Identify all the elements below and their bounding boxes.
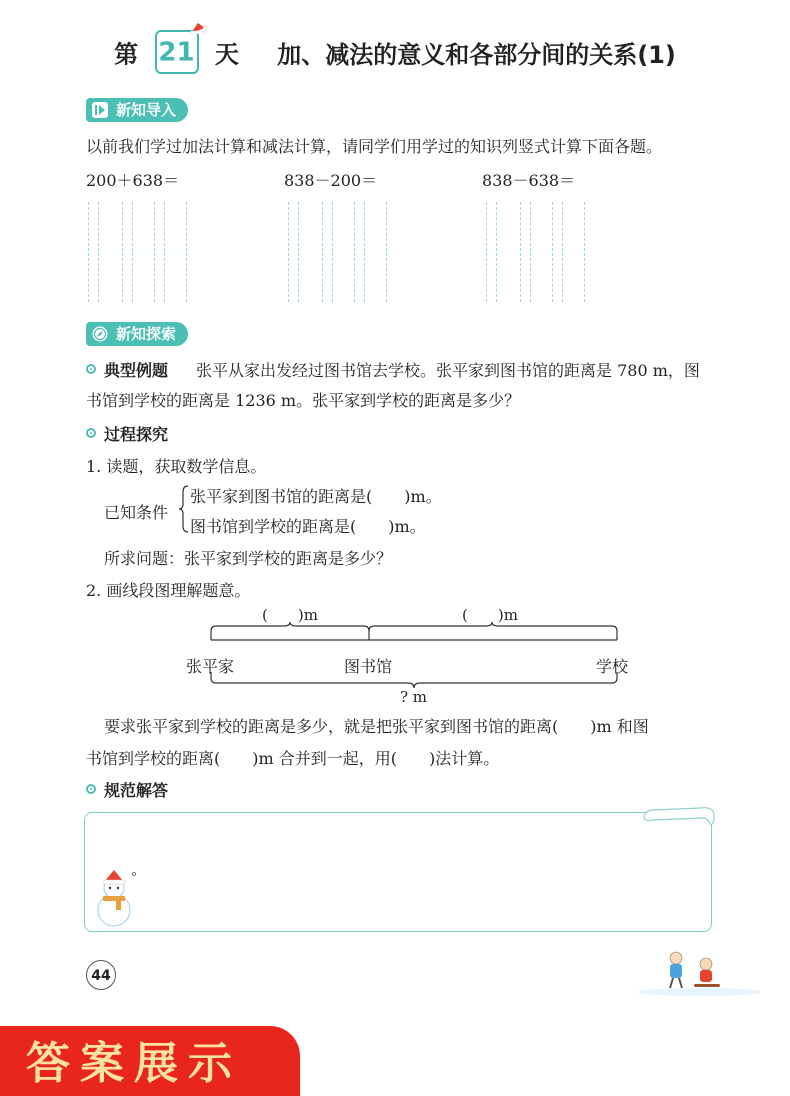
example-label: 典型例题 <box>104 361 169 380</box>
explore-tag-label: 新知探索 <box>116 325 177 343</box>
calc-grid-3 <box>486 202 596 302</box>
bullet-icon <box>86 428 96 438</box>
example-line-2: 书馆到学校的距离是 1236 m。张平家到学校的距离是多少？ <box>86 391 521 410</box>
conclusion-line-1: 要求张平家到学校的距离是多少，就是把张平家到图书馆的距离( )m 和图 <box>104 717 649 736</box>
answer-box[interactable] <box>84 812 712 932</box>
kids-sledding-icon <box>630 948 760 998</box>
process-label: 过程探究 <box>104 425 169 444</box>
segment-2-label: ( )m <box>462 606 518 624</box>
problem-1: 200＋638＝ <box>86 171 180 190</box>
explore-tag <box>86 322 188 346</box>
step-2: 2. 画线段图理解题意。 <box>86 581 251 600</box>
intro-tag-label: 新知导入 <box>116 101 177 119</box>
bullet-icon <box>86 364 96 374</box>
title-text: 加、减法的意义和各部分间的关系(1) <box>277 40 676 69</box>
answer-display-banner: 答案展示 <box>0 1026 300 1096</box>
answer-label: 规范解答 <box>104 781 169 800</box>
problem-3: 838－638＝ <box>482 171 576 190</box>
calc-grid-2 <box>288 202 398 302</box>
question: 所求问题：张平家到学校的距离是多少？ <box>104 549 393 568</box>
play-icon <box>92 102 108 118</box>
point-library: 图书馆 <box>344 657 393 676</box>
title-prefix: 第 <box>114 40 139 69</box>
total-label: ? m <box>400 688 428 706</box>
segment-diagram <box>180 600 630 710</box>
point-home: 张平家 <box>186 657 235 676</box>
brace-icon <box>178 484 190 534</box>
conclusion-line-2: 书馆到学校的距离( )m 合并到一起，用( )法计算。 <box>86 749 500 768</box>
day-badge <box>155 30 199 74</box>
bullet-icon <box>86 784 96 794</box>
intro-instruction: 以前我们学过加法计算和减法计算，请同学们用学过的知识列竖式计算下面各题。 <box>86 137 663 156</box>
example-line-1: 张平从家出发经过图书馆去学校。张平家到图书馆的距离是 780 m，图 <box>196 361 700 380</box>
known-label: 已知条件 <box>104 503 169 522</box>
calc-grid-1 <box>88 202 198 302</box>
snowman-icon <box>86 868 146 930</box>
title-suffix: 天 <box>214 40 239 69</box>
snow-cap-icon <box>640 800 720 830</box>
santa-hat-icon <box>189 22 207 34</box>
known-2: 图书馆到学校的距离是( )m。 <box>190 517 426 536</box>
known-1: 张平家到图书馆的距离是( )m。 <box>190 487 442 506</box>
segment-1-label: ( )m <box>262 606 318 624</box>
point-school: 学校 <box>596 657 629 676</box>
intro-tag <box>86 98 188 122</box>
day-number: 21 <box>158 37 195 68</box>
compass-icon <box>92 326 108 342</box>
page-title <box>0 30 790 74</box>
problem-2: 838－200＝ <box>284 171 378 190</box>
page-number: 44 <box>86 960 116 990</box>
step-1: 1. 读题，获取数学信息。 <box>86 457 267 476</box>
